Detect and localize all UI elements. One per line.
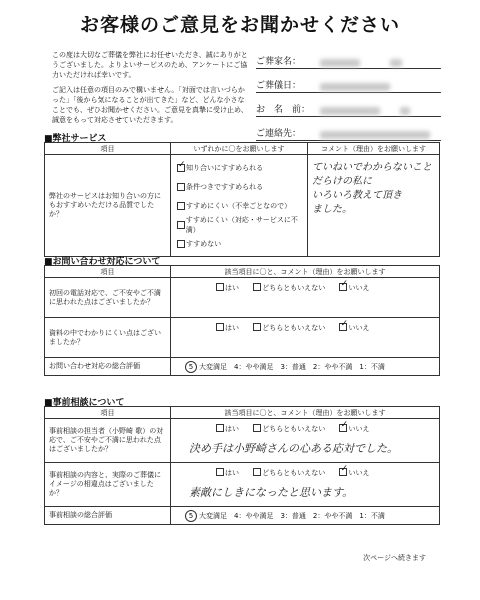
consultation-answer-image	[171, 463, 440, 507]
option-hard-dissatisfied[interactable]: すすめにくい（対応・サービスに不満）	[171, 215, 307, 234]
intro-text	[52, 50, 250, 130]
choice-group	[171, 323, 439, 333]
inquiry-question-phone: 初回の電話対応で、ご不安やご不満に思われた点はございましたか？	[45, 278, 171, 318]
info-label: お 名 前：	[256, 105, 311, 115]
col-header: 該当項目に〇と、コメント（理由）をお願いします	[171, 407, 440, 419]
handwritten-comment: ていねいでわからないこと だらけの私に いろいろ教えて頂き ました。	[312, 162, 432, 215]
choice-neutral[interactable]: どちらともいえない	[253, 425, 325, 433]
inquiry-answer-phone	[171, 278, 440, 318]
choice-no[interactable]: ✓ いいえ	[339, 324, 369, 332]
section-heading-consultation: ■事前相談について	[44, 398, 125, 408]
choice-yes[interactable]: はい	[216, 284, 239, 292]
checkbox-icon[interactable]	[177, 183, 185, 191]
choice-no[interactable]: ✓ いいえ	[339, 284, 369, 292]
page-title: お客様のご意見をお聞かせください	[79, 14, 400, 36]
inquiry-table	[44, 265, 440, 376]
checkbox-icon[interactable]	[177, 164, 185, 172]
consultation-question-staff: 事前相談の担当者（小野崎 歌）の対応で、ご不安やご不満に思われた点はございましたか？	[45, 419, 171, 463]
continue-note: 次ページへ続きます	[363, 554, 426, 562]
checkbox-icon[interactable]	[177, 221, 185, 229]
selected-rating: 5	[185, 510, 197, 522]
choice-neutral[interactable]: どちらともいえない	[253, 324, 325, 332]
info-row-date	[256, 72, 441, 93]
intro-paragraph-1: この度は大切なご葬儀を弊社にお任せいただき、誠にありがとうございました。よりよいサービスのため、アンケートにご協力いただければ幸いです。	[52, 51, 248, 79]
inquiry-eval-scale[interactable]: 5 大変満足 4：やや満足 3：普通 2：やや不満 1：不満	[171, 358, 440, 376]
service-question: 弊社のサービスはお知り合いの方にもおすすめいただける品質でしたか？	[45, 155, 171, 257]
selected-rating: 5	[185, 361, 197, 373]
consultation-eval-scale[interactable]: 5 大変満足 4：やや満足 3：普通 2：やや不満 1：不満	[171, 507, 440, 525]
info-label: ご葬家名：	[256, 57, 302, 67]
redacted-value	[320, 131, 430, 139]
handwritten-comment: 決め手は小野崎さんの心ある応対でした。	[189, 442, 398, 455]
col-item: 項目	[45, 266, 171, 278]
inquiry-answer-docs	[171, 318, 440, 358]
info-row-family	[256, 48, 441, 69]
consultation-eval-label: 事前相談の総合評価	[45, 507, 171, 525]
redacted-value	[320, 107, 380, 115]
checkbox-icon[interactable]	[177, 240, 185, 248]
choice-yes[interactable]: はい	[216, 425, 239, 433]
section-heading-service: ■弊社サービス	[44, 134, 107, 144]
consultation-answer-staff	[171, 419, 440, 463]
option-hard-bereavement[interactable]: すすめにくい（不幸ごとなので）	[171, 196, 307, 215]
handwritten-comment: 素敵にしきになったと思います。	[189, 486, 354, 499]
section-heading-inquiry: ■お問い合わせ対応について	[44, 257, 161, 267]
choice-group	[171, 424, 439, 434]
checkbox-icon[interactable]	[177, 202, 185, 210]
inquiry-question-docs: 資料の中でわかりにくい点はございましたか？	[45, 318, 171, 358]
info-label: ご葬儀日：	[256, 81, 302, 91]
choice-neutral[interactable]: どちらともいえない	[253, 469, 325, 477]
consultation-table	[44, 406, 440, 525]
choice-yes[interactable]: はい	[216, 469, 239, 477]
service-table	[44, 142, 440, 257]
col-header: 該当項目に〇と、コメント（理由）をお願いします	[171, 266, 440, 278]
service-options	[171, 155, 308, 257]
col-choice: いずれかに〇をお願いします	[171, 143, 308, 155]
redacted-value	[400, 107, 410, 115]
info-row-contact	[256, 120, 441, 141]
service-comment[interactable]	[308, 155, 440, 257]
redacted-value	[320, 59, 360, 67]
redacted-value	[320, 83, 390, 91]
choice-group	[171, 283, 439, 293]
choice-no[interactable]: ✓ いいえ	[339, 425, 369, 433]
intro-paragraph-2: ご記入は任意の項目のみで構いません。「対面では言いづらかった」「後から気になることが出てきた」など、どんな小さなことでも、ぜひお聞かせください。ご意見を真摯に受け止め、誠意をもって対応させていただきます。	[52, 86, 248, 124]
redacted-value	[390, 59, 402, 67]
customer-info	[256, 48, 441, 144]
info-label: ご連絡先：	[256, 129, 302, 139]
col-item: 項目	[45, 407, 171, 419]
option-recommend[interactable]: ✓ 知り合いにすすめられる	[171, 158, 307, 177]
option-conditional[interactable]: 条件つきですすめられる	[171, 177, 307, 196]
choice-neutral[interactable]: どちらともいえない	[253, 284, 325, 292]
option-not-recommend[interactable]: すすめない	[171, 234, 307, 253]
info-row-name	[256, 96, 441, 117]
choice-group	[171, 468, 439, 478]
col-comment: コメント（理由）をお願いします	[308, 143, 440, 155]
inquiry-eval-label: お問い合わせ対応の総合評価	[45, 358, 171, 376]
consultation-question-image: 事前相談の内容と、実際のご葬儀にイメージの相違点はございましたか？	[45, 463, 171, 507]
choice-no[interactable]: ✓ いいえ	[339, 469, 369, 477]
choice-yes[interactable]: はい	[216, 324, 239, 332]
col-item: 項目	[45, 143, 171, 155]
